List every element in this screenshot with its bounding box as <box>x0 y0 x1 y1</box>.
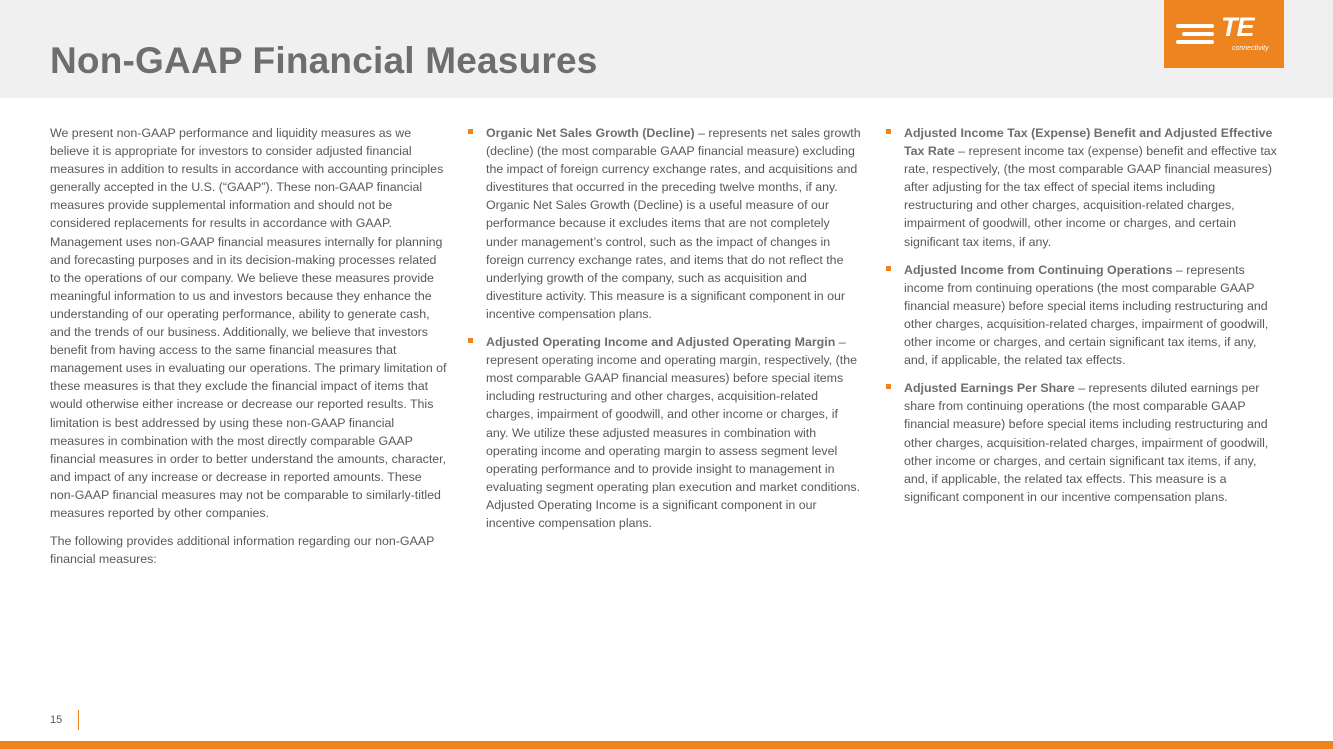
measure-description: – represent income tax (expense) benefit and effective tax rate, respectively, (the most comparable GAAP financial measures) after adjusting for the tax effect of special items including restructuring and other charges, acquisition-related charges, impairment of goodwill, other income or charges, and certain significant tax items, if any. <box>904 144 1277 249</box>
measure-term: Organic Net Sales Growth (Decline) <box>486 126 695 140</box>
measure-item <box>886 379 1281 506</box>
measure-term: Adjusted Earnings Per Share <box>904 381 1075 396</box>
measures-column-middle <box>468 124 863 542</box>
intro-paragraph: We present non-GAAP performance and liquidity measures as we believe it is appropriate for investors to consider adjusted financial measures in addition to results in accordance with accounting principles generally accepted in the U.S. (“GAAP”). These non-GAAP financial measures provide supplemental information and should not be considered replacements for results in accordance with GAAP. Management uses non-GAAP financial measures internally for planning and forecasting purposes and in its decision-making processes related to the operations of our company. We believe these measures provide meaningful information to us and investors because they enhance the understanding of our operating performance, ability to generate cash, and the trends of our business. Additionally, we believe that investors benefit from having access to the same financial measures that management uses in evaluating our operations. The primary limitation of these measures is that they exclude the financial impact of items that would otherwise either increase or decrease our reported results. This limitation is best addressed by using these non-GAAP financial measures in combination with the most directly comparable GAAP financial measures in order to better understand the amounts, character, and impact of any increase or decrease in reported amounts. These non-GAAP financial measures may not be comparable to similarly-titled measures reported by other companies. <box>50 126 447 520</box>
measures-column-right <box>886 124 1281 516</box>
intro-paragraph: The following provides additional information regarding our non-GAAP financial measures: <box>50 534 435 567</box>
logo-text: TE <box>1221 12 1254 42</box>
measure-term: Adjusted Operating Income and Adjusted Operating Margin <box>486 335 836 350</box>
intro-column <box>50 124 448 578</box>
page-title: Non-GAAP Financial Measures <box>50 40 598 81</box>
measure-item <box>468 333 863 532</box>
measure-description: – represents income from continuing operations (the most comparable GAAP financial measure) before special items including restructuring and other charges, acquisition-related charges, impairment of goodwill, other income or charges, and certain significant tax items, if any, and, if applicable, the related tax effects. <box>904 262 1269 368</box>
bullet-square-icon <box>886 129 891 134</box>
logo-stripe-icon <box>1176 40 1214 44</box>
bullet-square-icon <box>886 384 891 389</box>
page-number: 15 <box>50 714 63 726</box>
logo-stripe-icon <box>1182 32 1214 36</box>
measure-item <box>886 124 1281 251</box>
bottom-accent-bar <box>0 741 1333 749</box>
measure-description: – represents net sales growth (decline) (the most comparable GAAP financial measure) excluding the impact of foreign currency exchange rates, and acquisitions and divestitures that occurred in the preceding twelve months, if any. Organic Net Sales Growth (Decline) is a useful measure of our performance because it excludes items that are not completely under management’s control, such as the impact of changes in foreign currency exchange rates, and items that do not reflect the underlying growth of the company, such as acquisition and divestiture activity. This measure is a significant component in our incentive compensation plans. <box>486 126 861 321</box>
te-connectivity-logo <box>1164 0 1284 68</box>
logo-subtext: connectivity <box>1232 45 1269 52</box>
bullet-square-icon <box>886 266 891 271</box>
footer-divider <box>78 710 79 730</box>
measure-item <box>468 124 863 323</box>
measure-term: Adjusted Income from Continuing Operations <box>904 262 1173 277</box>
bullet-square-icon <box>468 129 473 134</box>
bullet-square-icon <box>468 338 473 343</box>
measure-term: Adjusted Income Tax (Expense) Benefit and Adjusted Effective Tax Rate <box>904 126 1273 159</box>
measure-description: – represents diluted earnings per share from continuing operations (the most comparable GAAP financial measure) before special items including restructuring and other charges, acquisition-related charges, impairment of goodwill, other income or charges, and certain significant tax items, if any, and, if applicable, the related tax effects. This measure is a significant component in our incentive compensation plans. <box>904 381 1269 504</box>
logo-stripe-icon <box>1176 24 1214 28</box>
measure-description: – represent operating income and operating margin, respectively, (the most comparable GAAP financial measures) before special items including restructuring and other charges, acquisition-related charges, impairment of goodwill, and other income or charges, if any. We utilize these adjusted measures in combination with operating income and operating margin to assess segment level operating performance and to provide insight to management in evaluating segment operating plan execution and market conditions. Adjusted Operating Income is a significant component in our incentive compensation plans. <box>486 335 861 530</box>
measure-item <box>886 261 1281 370</box>
